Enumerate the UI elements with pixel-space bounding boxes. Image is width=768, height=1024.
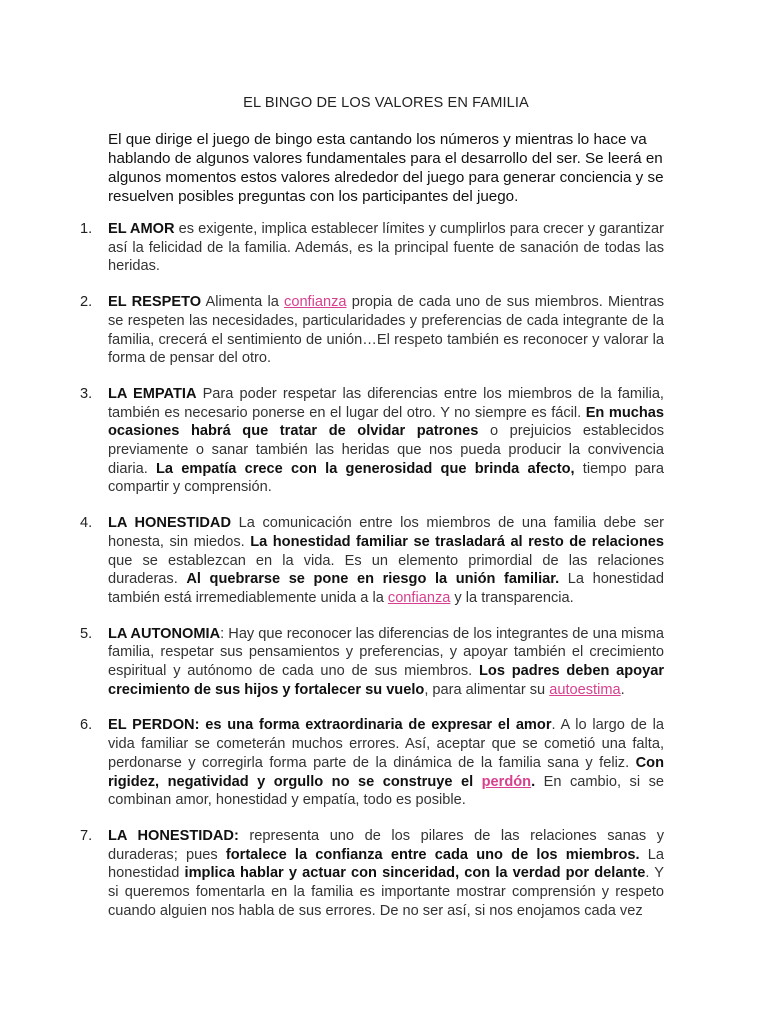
bold-text: En muchas ocasiones habrá que tratar de olvidar patrones <box>108 404 664 440</box>
body-text: y la transparencia. <box>450 589 574 606</box>
value-heading: LA HONESTIDAD: <box>108 827 239 844</box>
body-text: que se establezcan en la vida. Es un elemento primordial de las relaciones duraderas. <box>108 552 664 588</box>
list-item <box>80 293 664 368</box>
bold-text: es una forma extraordinaria de expresar el amor <box>205 717 552 734</box>
value-heading: LA AUTONOMIA <box>108 625 221 642</box>
value-heading: EL AMOR <box>108 221 175 237</box>
body-text: propia de cada uno de sus miembros. Mientras se respeten las necesidades, particularidades y preferencias de cada integrante de la familia, crecerá el sentimiento de unión…El respeto también es reconocer y valorar la forma de pensar del otro. <box>108 294 664 367</box>
list-item-number: 7. <box>80 827 93 844</box>
bold-text: Con rigidez, negatividad y orgullo no se construye el <box>108 754 664 790</box>
value-heading: LA HONESTIDAD <box>108 515 232 532</box>
body-text: La honestidad <box>108 846 664 882</box>
list-item-number: 4. <box>80 515 93 532</box>
list-item <box>80 827 664 921</box>
bold-text: La honestidad familiar se trasladará al resto de relaciones <box>250 533 664 550</box>
value-heading: LA EMPATIA <box>108 385 197 402</box>
intro-paragraph: El que dirige el juego de bingo esta cantando los números y mientras lo hace va hablando de algunos valores fundamentales para el desarrollo del ser. Se leerá en algunos momentos estos valores alrededor del juego para generar conciencia y se resuelven posibles preguntas con los participantes del juego. <box>108 131 664 205</box>
value-heading: EL PERDON: <box>108 717 200 734</box>
bold-text: . <box>531 773 536 790</box>
list-item <box>80 385 665 497</box>
list-item <box>80 514 665 608</box>
bold-text: implica hablar y actuar con sinceridad, con la verdad por delante <box>184 865 646 882</box>
list-item <box>80 716 664 810</box>
body-text: Para poder respetar las diferencias entre los miembros de la familia, también es necesario ponerse en el lugar del otro. Y no siempre es fácil. <box>108 385 664 421</box>
body-text: : Hay que reconocer las diferencias de los integrantes de una misma familia, respetar sus pensamientos y preferencias, y apoyar también el crecimiento espiritual y autónomo de cada uno de sus miembros. <box>108 625 664 680</box>
list-item-number: 3. <box>80 385 93 402</box>
inline-link[interactable]: confianza <box>387 589 451 606</box>
value-heading: EL RESPETO <box>108 294 202 311</box>
body-text: . A lo largo de la vida familiar se cometerán muchos errores. Así, aceptar que se cometió una falta, perdonarse y corregirla forma parte de la dinámica de la familia sana y feliz. <box>108 717 664 771</box>
list-item <box>80 220 665 276</box>
body-text: tiempo para compartir y comprensión. <box>108 460 665 496</box>
body-text: . <box>620 681 625 698</box>
document-title: EL BINGO DE LOS VALORES EN FAMILIA <box>243 95 529 111</box>
bold-text: Al quebrarse se pone en riesgo la unión familiar. <box>186 571 560 588</box>
body-text: representa uno de los pilares de las relaciones sanas y duraderas; pues <box>108 827 664 863</box>
bold-text: La empatía crece con la generosidad que brinda afecto, <box>155 460 575 477</box>
list-item <box>80 625 664 700</box>
body-text: . Y si queremos fomentarla en la familia es importante mostrar comprensión y respeto cuando alguien nos habla de sus errores. De no ser así, si nos enojamos cada vez <box>108 865 664 919</box>
values-list <box>80 220 665 921</box>
inline-link[interactable]: perdón <box>481 773 532 790</box>
body-text: La comunicación entre los miembros de una familia debe ser honesta, sin miedos. <box>108 515 665 550</box>
list-item-number: 5. <box>80 625 93 642</box>
list-item-number: 6. <box>80 717 93 734</box>
body-text: , para alimentar su <box>424 681 550 698</box>
body-text: Alimenta la <box>201 294 285 311</box>
list-item-number: 2. <box>80 294 93 311</box>
body-text: La honestidad también está irremediablemente unida a la <box>108 571 664 606</box>
inline-link[interactable]: autoestima <box>549 681 621 698</box>
body-text: es exigente, implica establecer límites y cumplirlos para crecer y garantizar así la felicidad de la familia. Además, es la principal fuente de sanación de todas las heridas. <box>108 221 665 275</box>
bold-text: Los padres deben apoyar crecimiento de sus hijos y fortalecer su vuelo <box>108 663 664 698</box>
list-item-number: 1. <box>80 221 93 237</box>
inline-link[interactable]: confianza <box>284 294 347 311</box>
bold-text: fortalece la confianza entre cada uno de los miembros. <box>225 846 640 863</box>
body-text: o prejuicios establecidos previamente o sanar también las heridas que nos pueda producir la convivencia diaria. <box>108 423 665 477</box>
body-text: En cambio, si se combinan amor, honestidad y empatía, todo es posible. <box>108 773 664 809</box>
